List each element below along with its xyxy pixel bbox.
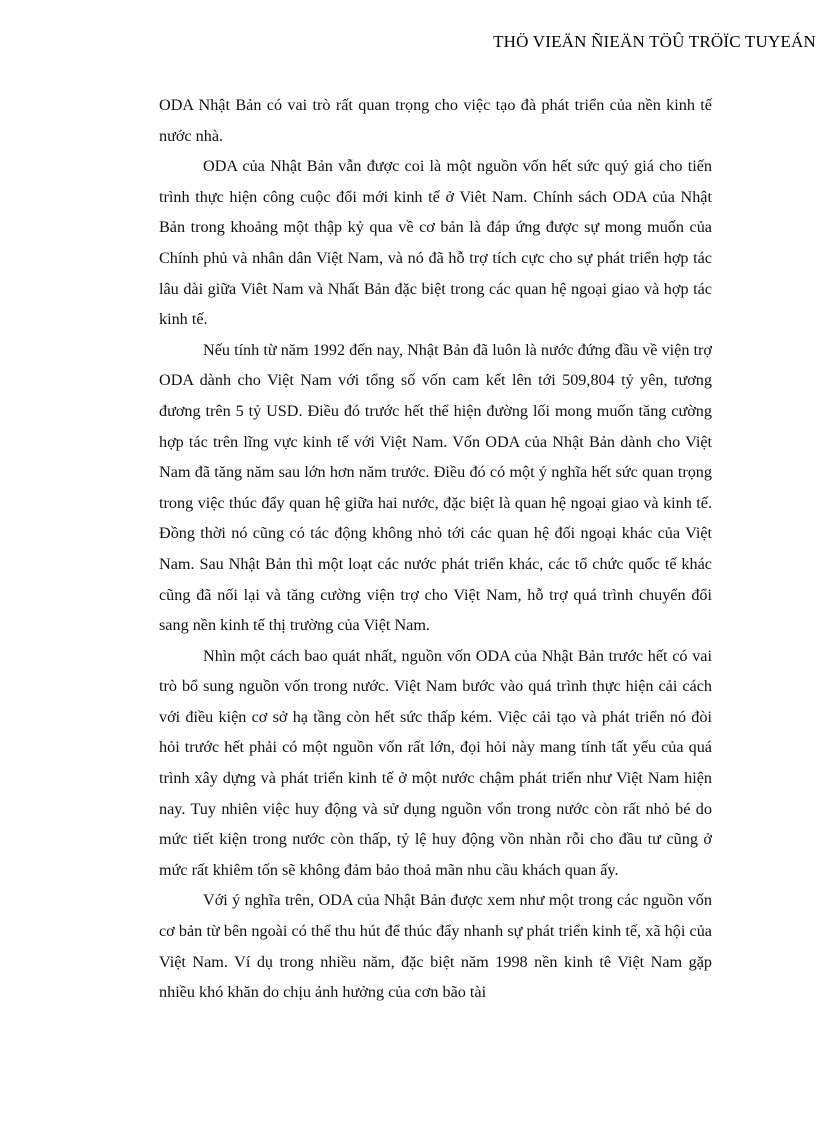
page-header-title: THÖ VIEÄN ÑIEÄN TÖÛ TRÖÏC TUYEÁN: [493, 32, 816, 51]
paragraph-5: Với ý nghĩa trên, ODA của Nhật Bản được xem như một trong các nguồn vốn cơ bản từ bên ngoài có thể thu hút để thúc đẩy nhanh sự phát triển kinh tế, xã hội của Việt Nam. Ví dụ trong nhiều năm, đặc biệt năm 1998 nền kinh tê Việt Nam gặp nhiều khó khăn do chịu ảnh hưởng của cơn bão tài: [159, 891, 712, 1002]
paragraph-2: ODA của Nhật Bản vẫn được coi là một nguồn vốn hết sức quý giá cho tiến trình thực hiện công cuộc đổi mới kinh tế ở Viêt Nam. Chính sách ODA của Nhật Bản trong khoảng một thập kỷ qua về cơ bản là đáp ứng được sự mong muốn của Chính phủ và nhân dân Việt Nam, và nó đã hỗ trợ tích cực cho sự phát triển hợp tác lâu dài giữa Viêt Nam và Nhất Bản đặc biệt trong các quan hệ ngoại giao và hợp tác kinh tế.: [159, 157, 712, 329]
paragraph-3: Nếu tính từ năm 1992 đến nay, Nhật Bản đã luôn là nước đứng đầu về viện trợ ODA dành cho Việt Nam với tổng số vốn cam kết lên tới 509,804 tỷ yên, tương đương trên 5 tỷ USD. Điều đó trước hết thể hiện đường lối mong muốn tăng cường hợp tác trên lĩng vực kinh tế với Việt Nam. Vốn ODA của Nhật Bản dành cho Việt Nam đã tăng năm sau lớn hơn năm trước. Điều đó có một ý nghĩa hết sức quan trọng trong việc thúc đẩy quan hệ giữa hai nước, đặc biệt là quan hệ ngoại giao và kinh tế. Đồng thời nó cũng có tác động không nhỏ tới các quan hệ đối ngoại khác của Việt Nam. Sau Nhật Bản thì một loạt các nước phát triển khác, các tổ chức quốc tế khác cũng đã nối lại và tăng cường viện trợ cho Việt Nam, hỗ trợ quá trình chuyển đổi sang nền kinh tế thị trường của Việt Nam.: [159, 340, 712, 635]
paragraph-1: ODA Nhật Bản có vai trò rất quan trọng cho việc tạo đà phát triển của nền kinh tế nước nhà.: [159, 96, 712, 145]
document-body: [159, 90, 712, 1008]
paragraph-4: Nhìn một cách bao quát nhất, nguồn vốn ODA của Nhật Bản trước hết có vai trò bổ sung nguồn vốn trong nước. Việt Nam bước vào quá trình thực hiện cải cách với điều kiện cơ sở hạ tầng còn hết sức thấp kém. Việc cải tạo và phát triển nó đòi hỏi trước hết phải có một nguồn vốn rất lớn, đọi hỏi này mang tính tất yếu của quá trình xây dựng và phát triển kinh tế ở một nước chậm phát triển như Việt Nam hiện nay. Tuy nhiên việc huy động và sử dụng nguồn vốn trong nước còn rất nhỏ bé do mức tiết kiện trong nước còn thấp, tỷ lệ huy động vồn nhàn rỗi cho đầu tư cũng ở mức rất khiêm tốn sẽ không đảm bảo thoả mãn nhu cầu khách quan ấy.: [159, 646, 712, 879]
